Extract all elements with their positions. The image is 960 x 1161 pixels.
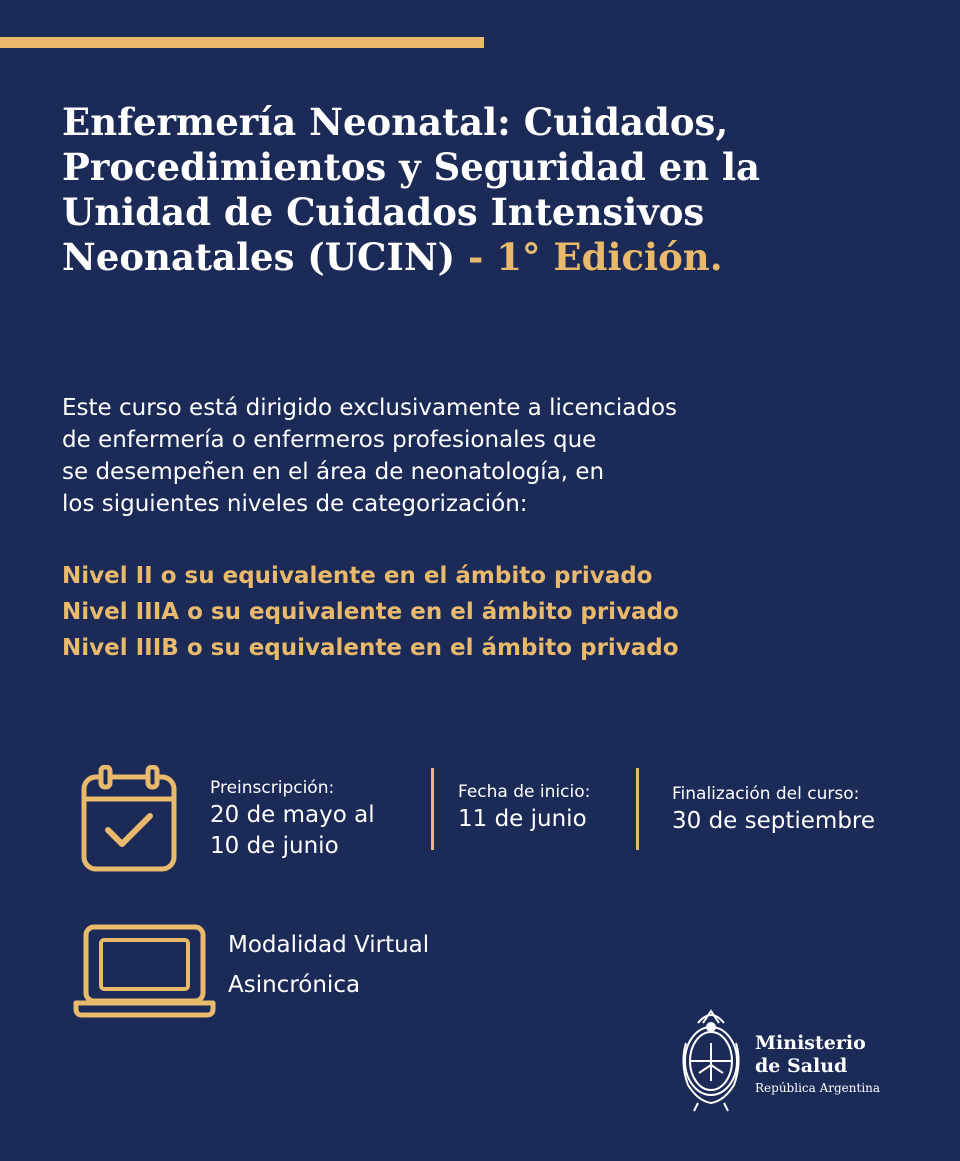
ministry-name-line: de Salud	[755, 1055, 848, 1077]
modality-line: Modalidad Virtual	[228, 932, 430, 958]
ministry-name-line: Ministerio	[755, 1032, 866, 1054]
description-line: los siguientes niveles de categorización:	[62, 491, 528, 517]
end-date-label: Finalización del curso:	[672, 784, 860, 804]
category-levels	[62, 558, 822, 666]
ministry-country: República Argentina	[755, 1081, 881, 1095]
level-item: Nivel IIIA o su equivalente en el ámbito privado	[62, 599, 679, 625]
course-title-main: Enfermería Neonatal: Cuidados, Procedimientos y Seguridad en la Unidad de Cuidados Intensivos Neonatales (UCIN)	[62, 100, 761, 279]
course-title	[62, 100, 822, 280]
preregistration-info	[210, 776, 410, 862]
ministry-logo-text	[755, 1032, 880, 1096]
start-date-value: 11 de junio	[458, 806, 587, 832]
divider	[431, 768, 434, 850]
description-line: de enfermería o enfermeros profesionales que	[62, 427, 597, 453]
description-line: se desempeñen en el área de neonatología, en	[62, 459, 605, 485]
course-modality	[228, 925, 429, 1005]
preregistration-dates: 20 de mayo al 10 de junio	[210, 802, 375, 859]
calendar-check-icon	[80, 765, 178, 873]
laptop-icon	[72, 923, 217, 1019]
divider	[636, 768, 639, 850]
modality-line: Asincrónica	[228, 972, 361, 998]
end-date-value: 30 de septiembre	[672, 808, 876, 834]
argentina-coat-of-arms-icon	[676, 1003, 746, 1115]
description-line: Este curso está dirigido exclusivamente a licenciados	[62, 395, 678, 421]
end-date-info	[672, 782, 875, 837]
course-edition: - 1° Edición.	[455, 235, 723, 279]
top-accent-bar	[0, 37, 484, 48]
level-item: Nivel IIIB o su equivalente en el ámbito privado	[62, 635, 679, 661]
preregistration-label: Preinscripción:	[210, 778, 335, 798]
level-item: Nivel II o su equivalente en el ámbito privado	[62, 563, 653, 589]
start-date-label: Fecha de inicio:	[458, 782, 591, 802]
start-date-info	[458, 780, 590, 835]
course-description	[62, 392, 822, 520]
